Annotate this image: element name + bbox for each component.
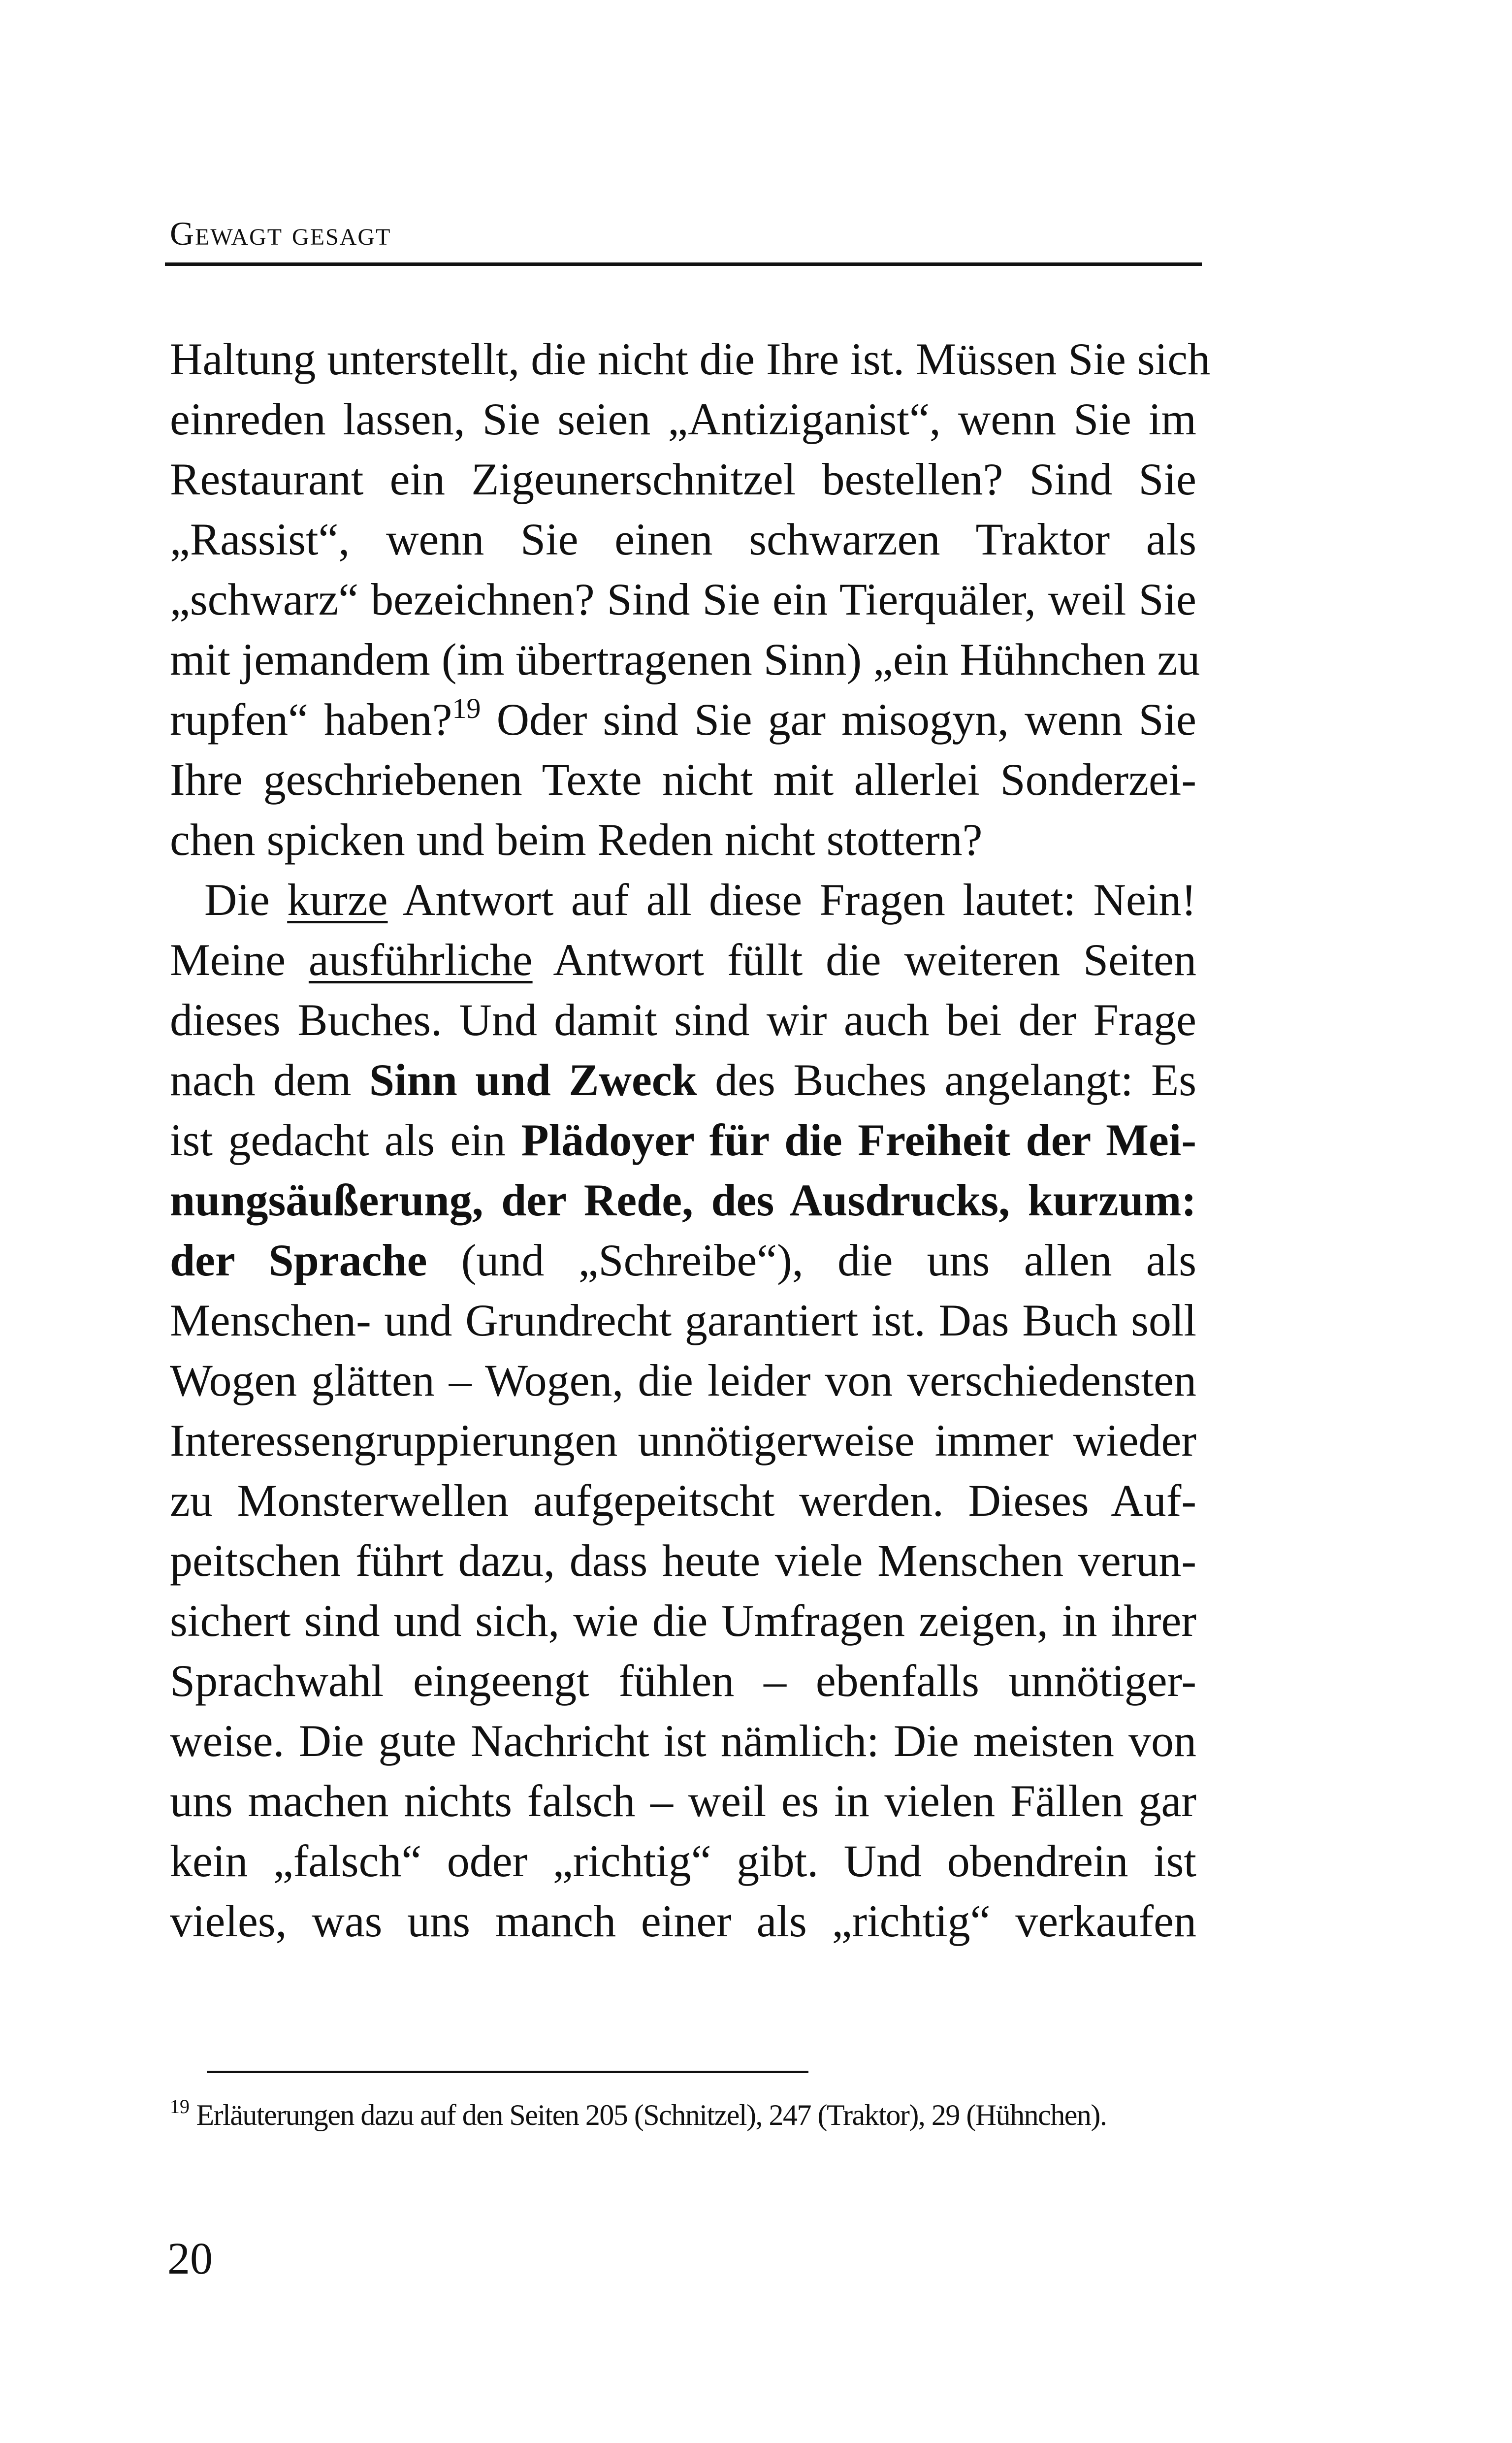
text-line: dieses Buches. Und damit sind wir auch bei der Frage <box>170 995 1196 1045</box>
text-line: weise. Die gute Nachricht ist nämlich: Die meisten von <box>170 1716 1196 1766</box>
text-line: „Rassist“, wenn Sie einen schwarzen Traktor als <box>170 514 1196 564</box>
underlined-word: ausführliche <box>308 935 533 985</box>
text-line: einreden lassen, Sie seien „Antiziganist“, wenn Sie im <box>170 394 1196 444</box>
text-line: mit jemandem (im übertragenen Sinn) „ein Hühnchen zu <box>170 634 1200 684</box>
line-text: rupfen“ haben? <box>170 694 452 745</box>
text-line: Sprachwahl eingeengt fühlen – ebenfalls unnötiger- <box>170 1656 1196 1706</box>
text-line: „schwarz“ bezeichnen? Sind Sie ein Tierquäler, weil Sie <box>170 574 1196 624</box>
text-line <box>170 930 1196 990</box>
bold-phrase: Sinn und Zweck <box>369 1055 697 1105</box>
text-line: peitschen führt dazu, dass heute viele Menschen verun- <box>170 1535 1196 1586</box>
text-line <box>170 1110 1196 1170</box>
text-line: vieles, was uns manch einer als „richtig“ verkaufen <box>170 1896 1196 1946</box>
bold-phrase: nungsäußerung, der Rede, des Ausdrucks, kurzum: <box>170 1175 1196 1225</box>
text-line: zu Monsterwellen aufgepeitscht werden. Dieses Auf- <box>170 1475 1196 1526</box>
text-line: Menschen- und Grundrecht garantiert ist. Das Buch soll <box>170 1295 1196 1345</box>
footnote-rule <box>207 2071 808 2073</box>
bold-phrase: der Sprache <box>170 1235 427 1285</box>
line-text: ist gedacht als ein <box>170 1115 521 1165</box>
line-text: des Buches angelangt: Es <box>697 1055 1197 1105</box>
text-line: Ihre geschriebenen Texte nicht mit allerlei Sonderzei- <box>170 754 1196 805</box>
line-text: Antwort füllt die weiteren Seiten <box>532 935 1196 985</box>
text-line <box>170 689 1196 749</box>
line-text: Antwort auf all diese Fragen lautet: Nein! <box>387 875 1196 925</box>
text-line: Restaurant ein Zigeunerschnitzel bestellen? Sind Sie <box>170 454 1196 504</box>
line-text: Oder sind Sie gar misogyn, wenn Sie <box>481 694 1197 745</box>
footnote-text: Erläuterungen dazu auf den Seiten 205 (Schnitzel), 247 (Traktor), 29 (Hühnchen). <box>190 2099 1107 2131</box>
line-text: Die <box>204 875 288 925</box>
page-number: 20 <box>167 2233 213 2283</box>
text-line: kein „falsch“ oder „richtig“ gibt. Und obendrein ist <box>170 1836 1196 1886</box>
footnote <box>170 2095 1106 2135</box>
text-line <box>170 870 1196 930</box>
header-rule <box>165 262 1202 266</box>
line-text: (und „Schreibe“), die uns allen als <box>427 1235 1196 1285</box>
running-head: Gewagt gesagt <box>170 215 391 252</box>
text-line: Haltung unterstellt, die nicht die Ihre ist. Müssen Sie sich <box>170 334 1211 384</box>
text-line: Wogen glätten – Wogen, die leider von verschiedensten <box>170 1355 1196 1405</box>
text-line <box>170 1230 1196 1290</box>
text-line <box>170 1170 1196 1230</box>
text-line: Interessengruppierungen unnötigerweise immer wieder <box>170 1415 1196 1466</box>
footnote-number: 19 <box>170 2095 190 2117</box>
text-line: uns machen nichts falsch – weil es in vielen Fällen gar <box>170 1776 1196 1826</box>
line-text: Meine <box>170 935 309 985</box>
line-text: nach dem <box>170 1055 369 1105</box>
text-line: chen spicken und beim Reden nicht stottern? <box>170 814 983 865</box>
footnote-marker: 19 <box>452 692 481 724</box>
underlined-word: kurze <box>287 875 388 925</box>
text-line: sichert sind und sich, wie die Umfragen zeigen, in ihrer <box>170 1596 1196 1646</box>
bold-phrase: Plädoyer für die Freiheit der Mei- <box>521 1115 1197 1165</box>
text-line <box>170 1050 1196 1110</box>
